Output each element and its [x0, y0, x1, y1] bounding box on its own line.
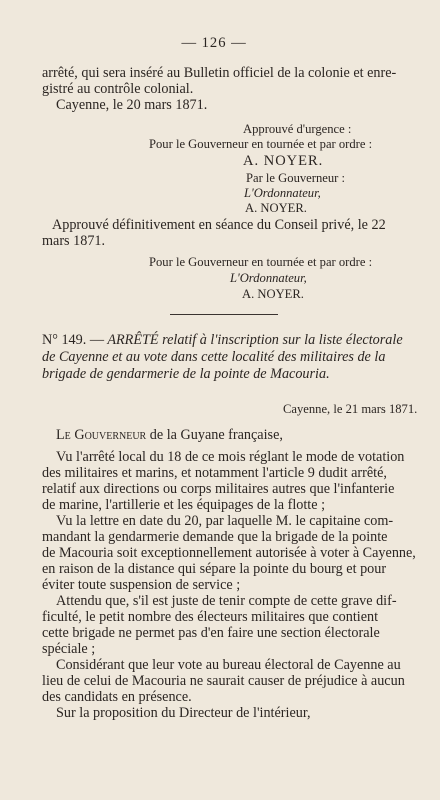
- date-line: Cayenne, le 20 mars 1871.: [56, 97, 208, 113]
- signature-title: L'Ordonnateur,: [230, 271, 307, 285]
- signature-title: L'Ordonnateur,: [244, 186, 321, 200]
- text-line: Attendu que, s'il est juste de tenir compte de cette grave dif-: [56, 593, 397, 609]
- text-line: des candidats en présence.: [42, 689, 192, 705]
- text-line: Vu la lettre en date du 20, par laquelle M. le capitaine com-: [56, 513, 394, 529]
- text-line: spéciale ;: [42, 641, 96, 657]
- governor-title: Le Gouverneur: [56, 427, 147, 443]
- section-divider: [170, 314, 278, 315]
- page-number: — 126 —: [181, 35, 247, 51]
- date-line: Cayenne, le 21 mars 1871.: [283, 402, 418, 416]
- decree-heading: [42, 333, 403, 347]
- text-line: arrêté, qui sera inséré au Bulletin officiel de la colonie et enre-: [42, 65, 397, 81]
- text-line: de marine, l'artillerie et les équipages de la flotte ;: [42, 497, 326, 513]
- decree-title: ARRÊTÉ relatif à l'inscription sur la liste électorale: [107, 332, 403, 348]
- text-line: cette brigade ne permet pas d'en faire une section électorale: [42, 625, 380, 641]
- text-line: Sur la proposition du Directeur de l'intérieur,: [56, 705, 311, 721]
- text-line: relatif aux directions ou corps militaires autres que l'infanterie: [42, 481, 395, 497]
- decree-title: brigade de gendarmerie de la pointe de Macouria.: [42, 366, 330, 382]
- text-line: de Macouria soit exceptionnellement autorisée à voter à Cayenne,: [42, 545, 416, 561]
- signature-line: Pour le Gouverneur en tournée et par ordre :: [149, 137, 373, 151]
- text-line: mars 1871.: [42, 233, 106, 249]
- text-line: Vu l'arrêté local du 18 de ce mois réglant le mode de votation: [56, 449, 405, 465]
- signature-name: A. NOYER.: [243, 153, 324, 169]
- signature-line: Par le Gouverneur :: [246, 171, 345, 185]
- signature-name: A. NOYER.: [242, 287, 304, 301]
- signature-line: Pour le Gouverneur en tournée et par ordre :: [149, 255, 373, 269]
- text-line: lieu de celui de Macouria ne saurait causer de préjudice à aucun: [42, 673, 405, 689]
- text-line: ficulté, le petit nombre des électeurs militaires que contient: [42, 609, 379, 625]
- governor-place: de la Guyane française,: [146, 427, 283, 443]
- approval-heading: Approuvé d'urgence :: [243, 122, 352, 136]
- text-line: éviter toute suspension de service ;: [42, 577, 241, 593]
- text-line: en raison de la distance qui sépare la pointe du bourg et pour: [42, 561, 387, 577]
- text-line: mandant la gendarmerie demande que la brigade de la pointe: [42, 529, 388, 545]
- text-line: Approuvé définitivement en séance du Conseil privé, le 22: [52, 217, 386, 233]
- decree-number: N° 149. —: [42, 332, 105, 348]
- decree-title: de Cayenne et au vote dans cette localité des militaires de la: [42, 349, 386, 365]
- text-line: des militaires et marins, et notamment l'article 9 dudit arrêté,: [42, 465, 387, 481]
- signature-name: A. NOYER.: [245, 201, 307, 215]
- text-line: gistré au contrôle colonial.: [42, 81, 194, 97]
- text-line: Considérant que leur vote au bureau électoral de Cayenne au: [56, 657, 401, 673]
- governor-line: [56, 428, 283, 442]
